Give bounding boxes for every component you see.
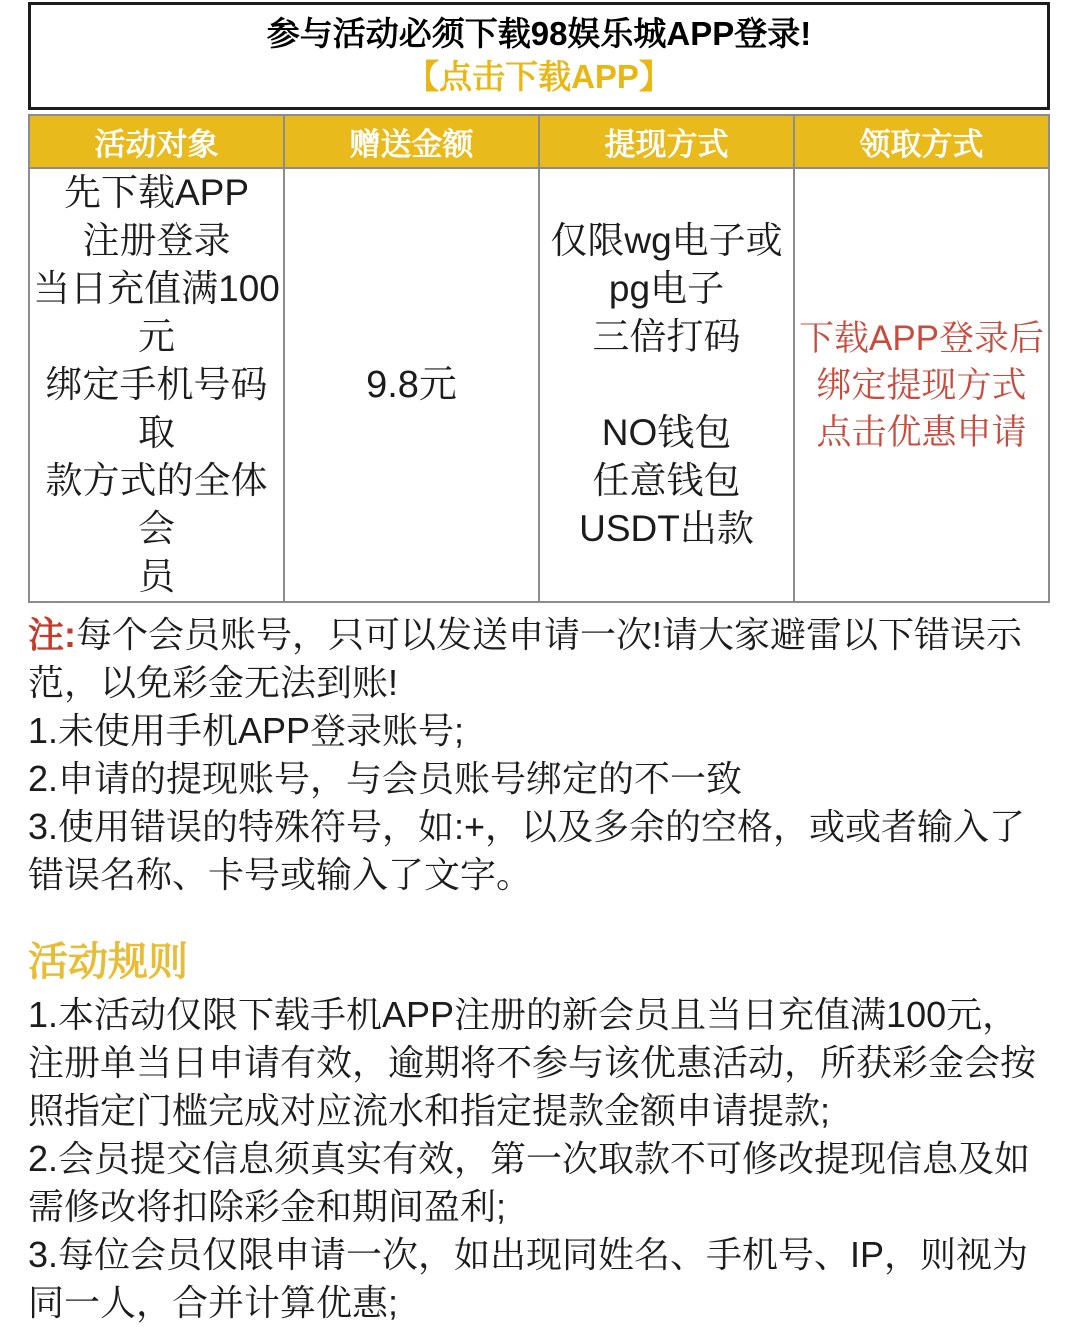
cell-line: 点击优惠申请 [816,412,1027,452]
table-header-row [29,115,1049,168]
cell-line: 员 [138,556,175,597]
claim-cell [794,168,1049,602]
cell-line: 当日充值满100 [33,268,280,309]
header-cell-bonus: 赠送金额 [284,115,539,168]
cell-line: 任意钱包 [592,460,741,501]
banner [28,2,1050,110]
eligibility-cell [29,168,284,602]
note-section [28,611,1050,707]
bonus-cell [284,168,539,602]
cell-line: 先下载APP [63,172,250,213]
rules-heading: 活动规则 [28,940,188,984]
rule-item: 1.本活动仅限下载手机APP注册的新会员且当日充值满100元，注册单当日申请有效，逾期将不参与该优惠活动，所获彩金会按照指定门槛完成对应流水和指定提款金额申请提款; [28,994,1037,1131]
cell-line: NO钱包 [601,412,732,453]
cell-line: 下载APP登录后 [798,318,1045,358]
download-app-link[interactable]: 【点击下载APP】 [406,58,672,95]
note-text: 每个会员账号，只可以发送申请一次!请大家避雷以下错误示范，以免彩金无法到账! [28,614,1023,703]
cell-line: 三倍打码 [592,316,741,357]
rule-item: 3.每位会员仅限申请一次，如出现同姓名、手机号、IP，则视为同一人，合并计算优惠; [28,1234,1029,1323]
cell-line: 绑定手机号码取 [45,364,268,453]
cell-line: USDT出款 [579,508,754,549]
cell-line: 元 [138,316,175,357]
bonus-amount: 9.8元 [366,364,457,406]
cell-line: 绑定提现方式 [816,365,1027,405]
withdrawal-cell [539,168,794,602]
header-cell-claim: 领取方式 [794,115,1049,168]
note-item: 3.使用错误的特殊符号，如:+，以及多余的空格，或或者输入了错误名称、卡号或输入了文字。 [28,806,1026,895]
cell-line: 仅限wg电子或 [550,220,783,261]
cell-line: 款方式的全体会 [45,460,268,549]
note-item: 1.未使用手机APP登录账号; [28,710,465,751]
cell-line: 注册登录 [82,220,231,261]
page-content [28,2,1050,1327]
note-label: 注: [28,614,76,655]
rule-item: 2.会员提交信息须真实有效，第一次取款不可修改提现信息及如需修改将扣除彩金和期间盈利; [28,1138,1031,1227]
header-cell-withdrawal: 提现方式 [539,115,794,168]
table-row [29,168,1049,602]
rules-section [28,991,1050,1327]
cell-line: pg电子 [608,268,725,309]
promo-table [28,114,1050,603]
banner-title: 参与活动必须下载98娱乐城APP登录! [266,15,812,52]
header-cell-eligibility: 活动对象 [29,115,284,168]
note-item: 2.申请的提现账号，与会员账号绑定的不一致 [28,758,743,799]
cell-line [540,361,793,409]
